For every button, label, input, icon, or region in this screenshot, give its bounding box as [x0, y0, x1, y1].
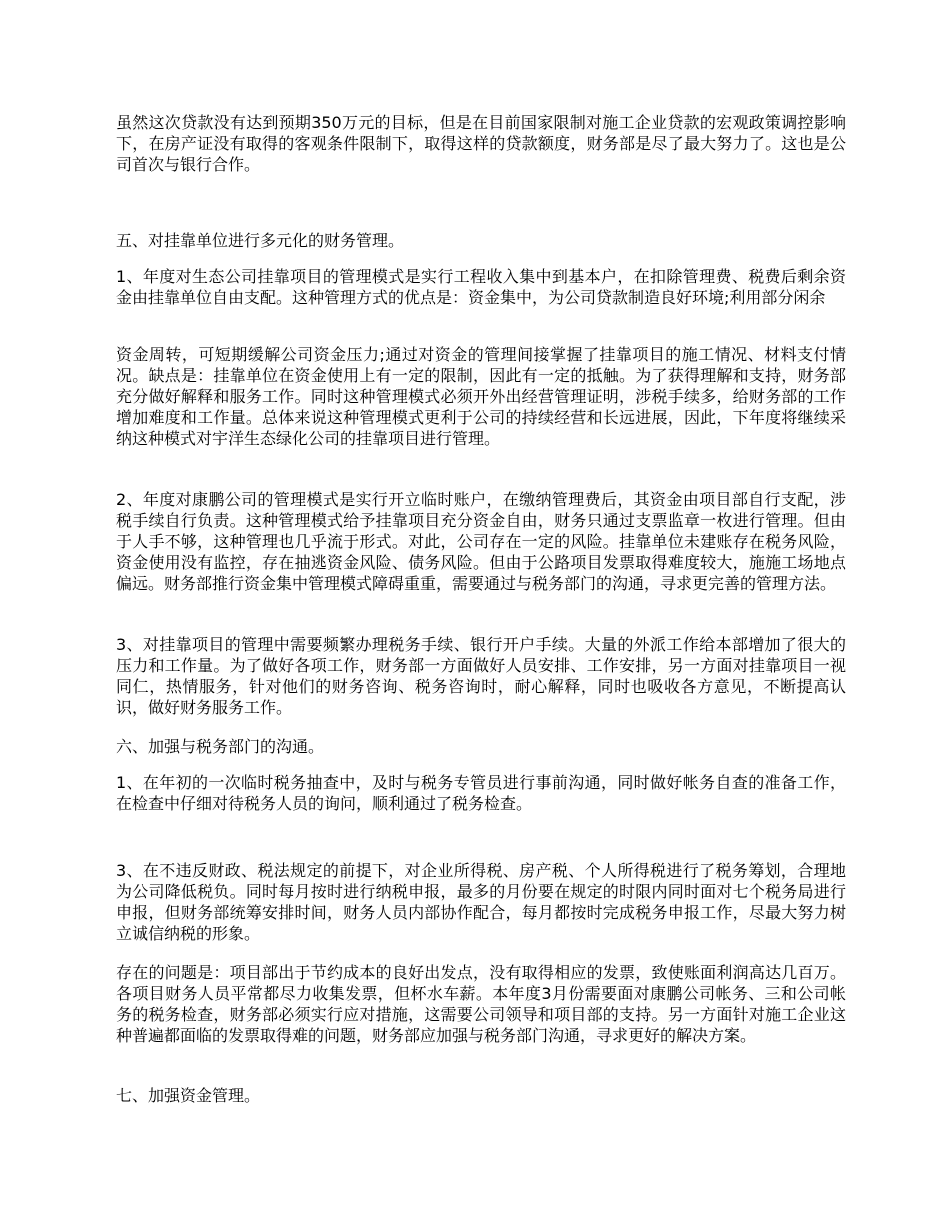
paragraph-6-3: 3、在不违反财政、税法规定的前提下，对企业所得税、房产税、个人所得税进行了税务筹划，合理地为公司降低税负。同时每月按时进行纳税申报，最多的月份要在规定的时限内同时面对七个税务局进行申报，但财务部统筹安排时间，财务人员内部协作配合，每月都按时完成税务申报工作，尽最大努力树立诚信纳税的形象。: [116, 861, 846, 943]
paragraph-5-1-continued: 资金周转，可短期缓解公司资金压力;通过对资金的管理间接掌握了挂靠项目的施工情况、材料支付情况。缺点是：挂靠单位在资金使用上有一定的限制，因此有一定的抵触。为了获得理解和支持，财务部充分做好解释和服务工作。同时这种管理模式必须开外出经营管理证明，涉税手续多，给财务部的工作增加难度和工作量。总体来说这种管理模式更利于公司的持续经营和长远进展，因此，下年度将继续采纳这种模式对宇洋生态绿化公司的挂靠项目进行管理。: [116, 345, 846, 448]
paragraph-loan-summary: 虽然这次贷款没有达到预期350万元的目标，但是在目前国家限制对施工企业贷款的宏观政策调控影响下，在房产证没有取得的客观条件限制下，取得这样的贷款额度，财务部是尽了最大努力了。这也是公司首次与银行合作。: [116, 113, 846, 174]
paragraph-problems: 存在的问题是：项目部出于节约成本的良好出发点，没有取得相应的发票，致使账面利润高达几百万。各项目财务人员平常都尽力收集发票，但杯水车薪。本年度3月份需要面对康鹏公司帐务、三和公司帐务的税务检查，财务部必须实行应对措施，这需要公司领导和项目部的支持。另一方面针对施工企业这种普遍都面临的发票取得难的问题，财务部应加强与税务部门沟通，寻求更好的解决方案。: [116, 963, 846, 1045]
section-heading-7: 七、加强资金管理。: [116, 1086, 261, 1105]
paragraph-5-2: 2、年度对康鹏公司的管理模式是实行开立临时账户，在缴纳管理费后，其资金由项目部自行支配，涉税手续自行负责。这种管理模式给予挂靠项目充分资金自由，财务只通过支票监章一枚进行管理。但由于人手不够，这种管理也几乎流于形式。对此，公司存在一定的风险。挂靠单位未建账存在税务风险，资金使用没有监控，存在抽逃资金风险、债务风险。但由于公路项目发票取得难度较大，施施工场地点偏远。财务部推行资金集中管理模式障碍重重，需要通过与税务部门的沟通，寻求更完善的管理方法。: [116, 490, 846, 593]
paragraph-5-1: 1、年度对生态公司挂靠项目的管理模式是实行工程收入集中到基本户，在扣除管理费、税费后剩余资金由挂靠单位自由支配。这种管理方式的优点是：资金集中，为公司贷款制造良好环境;利用部分闲余: [116, 267, 846, 307]
section-heading-6: 六、加强与税务部门的沟通。: [116, 737, 325, 756]
section-heading-5: 五、对挂靠单位进行多元化的财务管理。: [116, 231, 405, 250]
paragraph-5-3: 3、对挂靠项目的管理中需要频繁办理税务手续、银行开户手续。大量的外派工作给本部增加了很大的压力和工作量。为了做好各项工作，财务部一方面做好人员安排、工作安排，另一方面对挂靠项目一视同仁，热情服务，针对他们的财务咨询、税务咨询时，耐心解释，同时也吸收各方意见，不断提高认识，做好财务服务工作。: [116, 635, 846, 717]
paragraph-6-1: 1、在年初的一次临时税务抽查中，及时与税务专管员进行事前沟通，同时做好帐务自查的准备工作，在检查中仔细对待税务人员的询问，顺利通过了税务检查。: [116, 773, 846, 813]
